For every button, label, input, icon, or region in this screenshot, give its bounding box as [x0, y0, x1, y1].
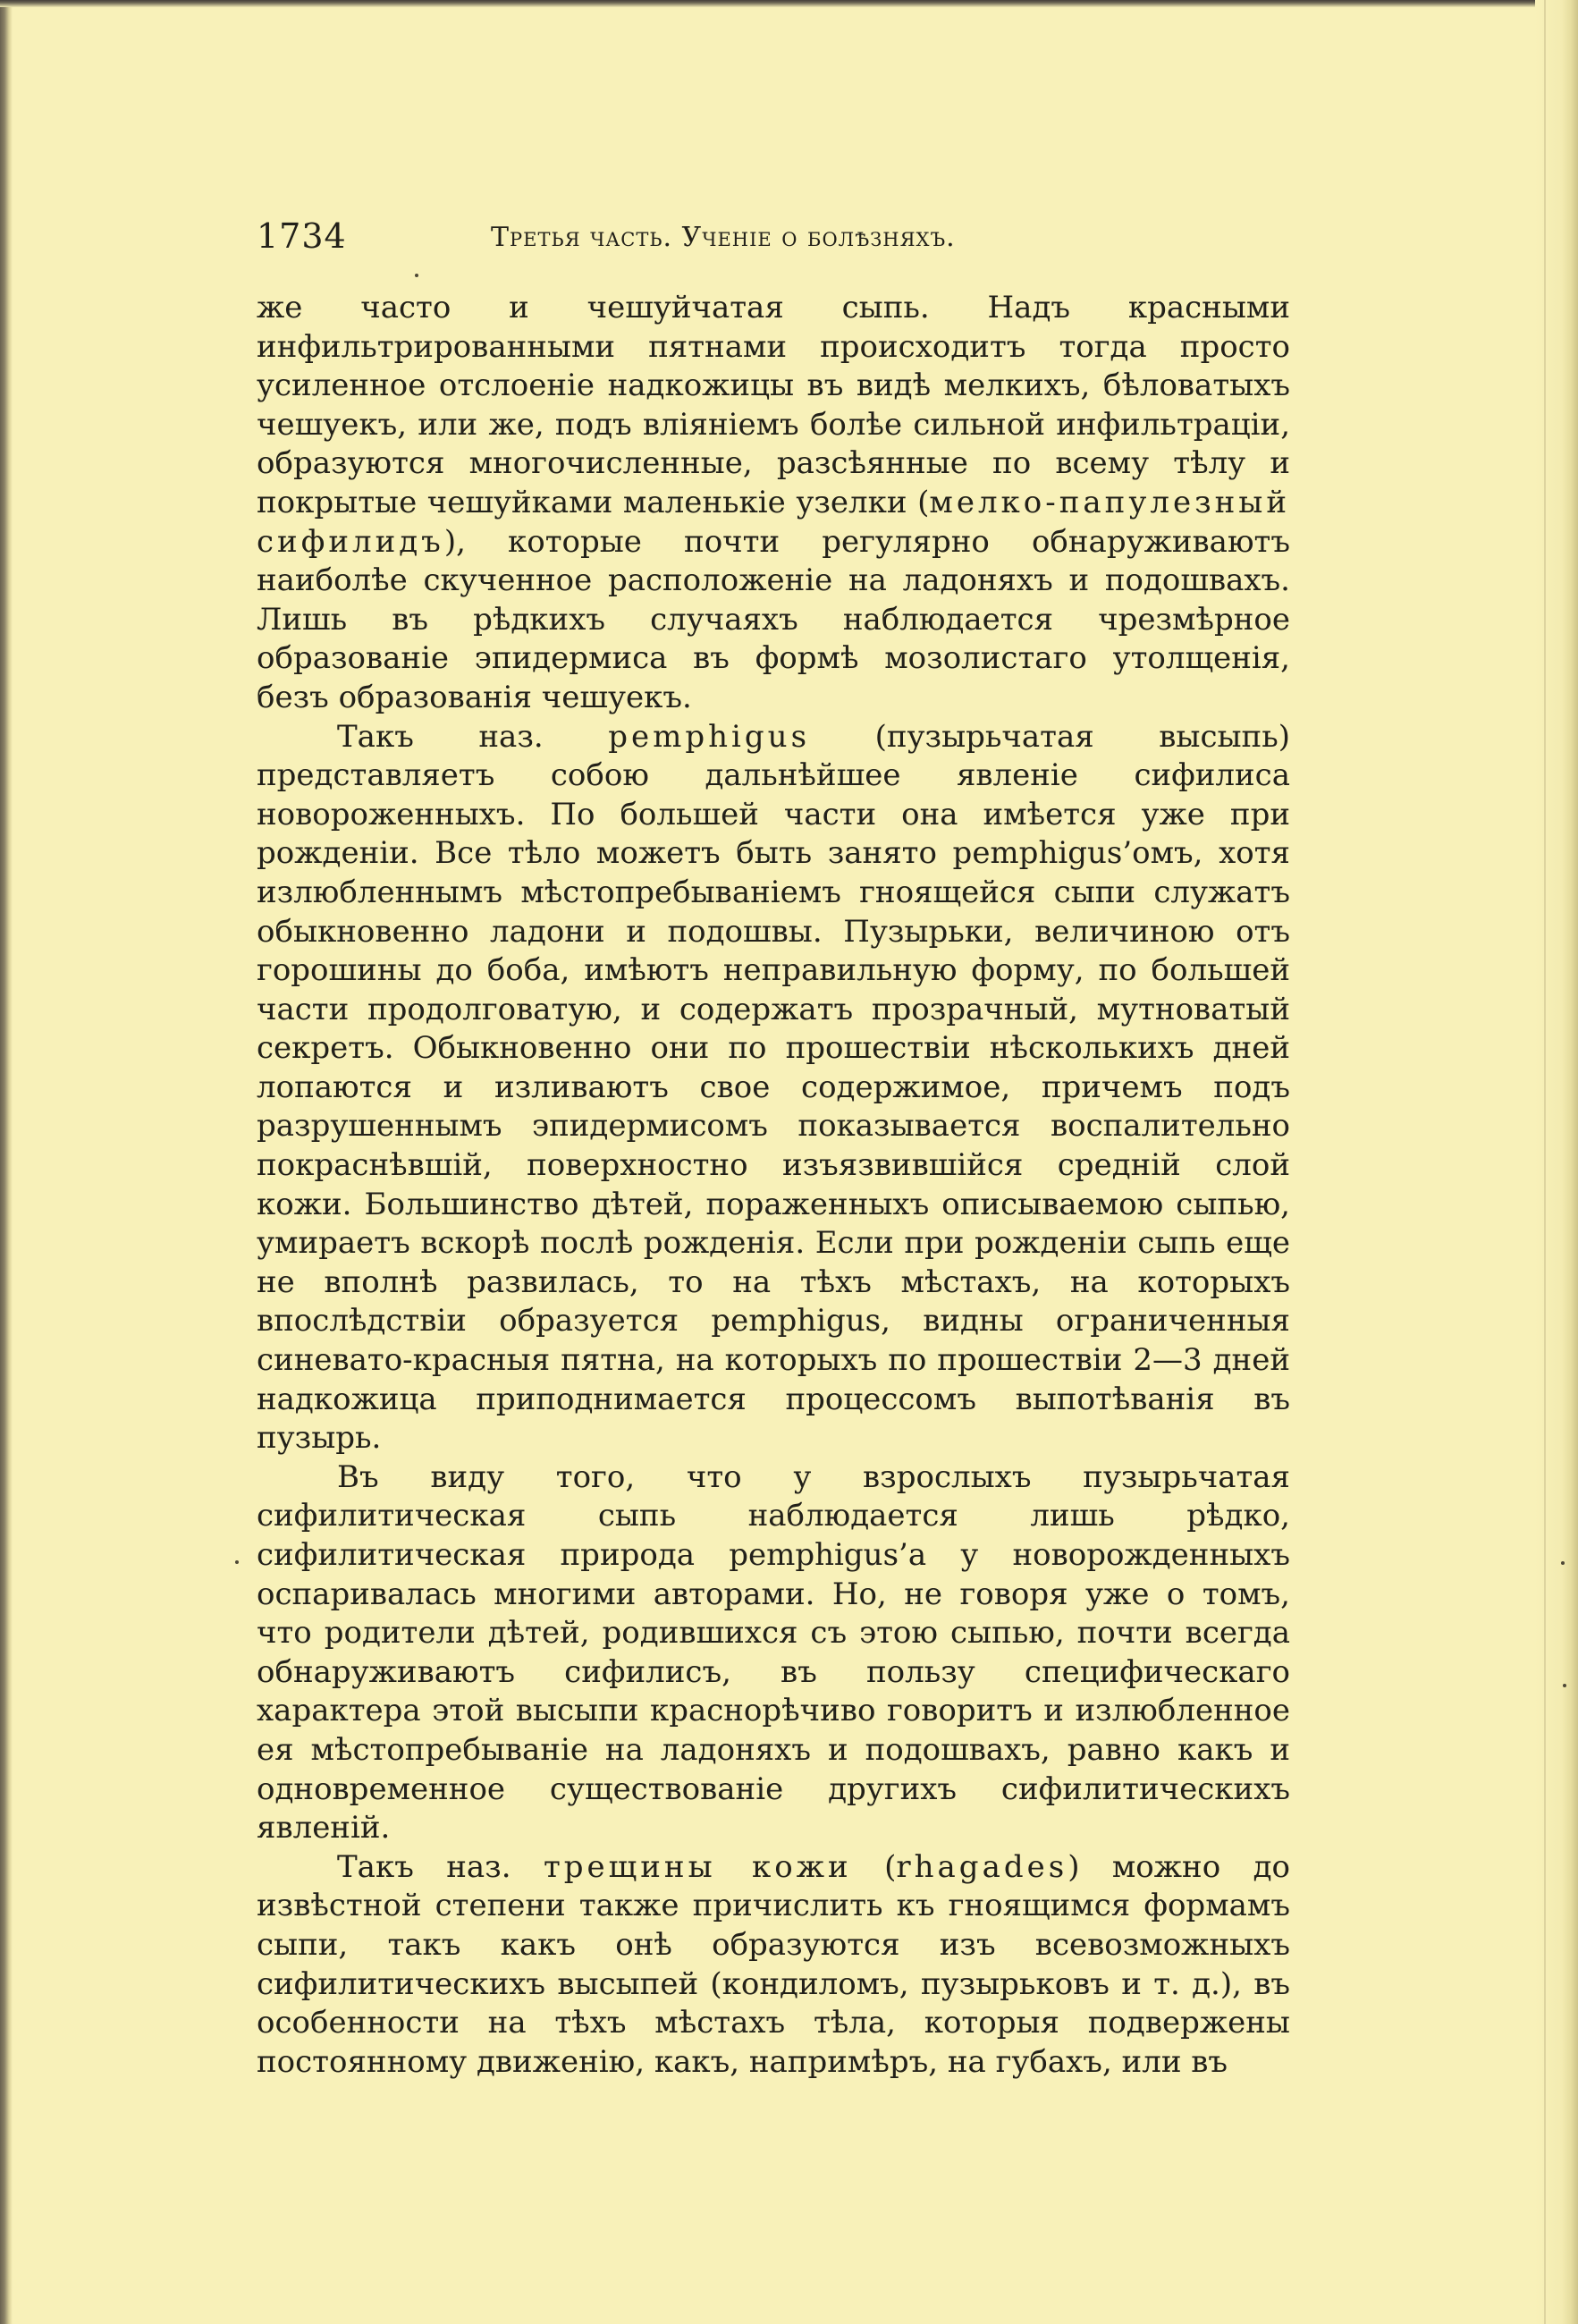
paragraph-2-lead: Такъ наз. [337, 718, 609, 755]
margin-dot-left-middle [235, 1560, 239, 1564]
term-pemphigus: pemphigus [608, 718, 811, 755]
margin-dot-right-middle [1561, 1561, 1565, 1565]
page-spine-shadow [0, 0, 13, 2324]
page-top-edge-shadow [0, 0, 1578, 7]
margin-dot-top [415, 274, 418, 277]
term-skin-cracks: трещины кожи [543, 1848, 852, 1885]
paragraph-3 [257, 1458, 1290, 1848]
paragraph-2-text: (пузырьчатая высыпь) представляетъ собою дальнѣйшее явленіе сифилиса новороженныхъ. По большей части она имѣется уже при рожденіи. Все тѣло можетъ быть занято pemphigus’омъ, хотя излюбленнымъ мѣстопребываніемъ гноящейся сыпи служатъ обыкновенно ладони и подошвы. Пузырьки, величиною отъ горошины до боба, имѣютъ неправильную форму, по большей части продолговатую, и содержатъ прозрачный, мутноватый секретъ. Обыкновенно они по прошествіи нѣсколькихъ дней лопаются и изливаютъ свое содержимое, причемъ подъ разрушеннымъ эпидермисомъ показывается воспалительно покраснѣвшій, поверхностно изъязвившійся средній слой кожи. Большинство дѣтей, пораженныхъ описываемою сыпью, умираетъ вскорѣ послѣ рожденія. Если при рожденіи сыпь еще не вполнѣ развилась, то на тѣхъ мѣстахъ, на которыхъ впослѣдствіи образуется pemphigus, видны ограниченныя синевато-красныя пятна, на которыхъ по прошествіи 2—3 дней надкожица приподнимается процессомъ выпотѣванія въ пузырь. [257, 718, 1290, 1457]
margin-dot-right-lower [1563, 1684, 1566, 1687]
paragraph-4-lead: Такъ наз. [337, 1848, 544, 1885]
body-text [257, 289, 1290, 2082]
page-right-edge-shadow [1535, 0, 1578, 2324]
page-right-edge-rule [1544, 0, 1546, 2324]
page-number: 1734 [257, 216, 347, 256]
term-rhagades: rhagades [896, 1848, 1068, 1885]
paragraph-4 [257, 1848, 1290, 2083]
paragraph-1-text-continued: ), которые почти регулярно обнаруживаютъ наиболѣе скученное расположеніе на ладоняхъ и подошвахъ. Лишь въ рѣдкихъ случаяхъ наблюдается чрезмѣрное образованіе эпидермиса въ формѣ мозолистаго утолщенія, безъ образованія чешуекъ. [257, 523, 1290, 715]
paragraph-4-open-paren: ( [851, 1848, 897, 1885]
paragraph-3-text: Въ виду того, что у взрослыхъ пузырьчатая сифилитическая сыпь наблюдается лишь рѣдко, сифилитическая природа pemphigus’а у новорожденныхъ оспаривалась многими авторами. Но, не говоря уже о томъ, что родители дѣтей, родившихся съ этою сыпью, почти всегда обнаруживаютъ сифилисъ, въ пользу специфическаго характера этой высыпи краснорѣчиво говоритъ и излюбленное ея мѣстопребываніе на ладоняхъ и подошвахъ, равно какъ и одновременное существованіе другихъ сифилитическихъ явленій. [257, 1458, 1290, 1847]
paragraph-2 [257, 718, 1290, 1458]
page-header [257, 211, 1294, 256]
running-head: Третья часть. Ученіе о болѣзняхъ. [491, 222, 956, 253]
paragraph-1 [257, 289, 1290, 718]
paragraph-4-text: ) можно до извѣстной степени также причислить къ гноящимся формамъ сыпи, такъ какъ онѣ образуются изъ всевозможныхъ сифилитическихъ высыпей (кондиломъ, пузырьковъ и т. д.), въ особенности на тѣхъ мѣстахъ тѣла, которыя подвержены постоянному движенію, какъ, напримѣръ, на губахъ, или въ [257, 1848, 1291, 2080]
term-small-papular-syphilide: мелко-папулезный сифилидъ [257, 484, 1290, 560]
paragraph-1-text: же часто и чешуйчатая сыпь. Надъ красными инфильтрированными пятнами происходитъ тогда просто усиленное отслоеніе надкожицы въ видѣ мелкихъ, бѣловатыхъ чешуекъ, или же, подъ вліяніемъ болѣе сильной инфильтраціи, образуются многочисленные, разсѣянные по всему тѣлу и покрытые чешуйками маленькіе узелки ( [257, 290, 1290, 520]
